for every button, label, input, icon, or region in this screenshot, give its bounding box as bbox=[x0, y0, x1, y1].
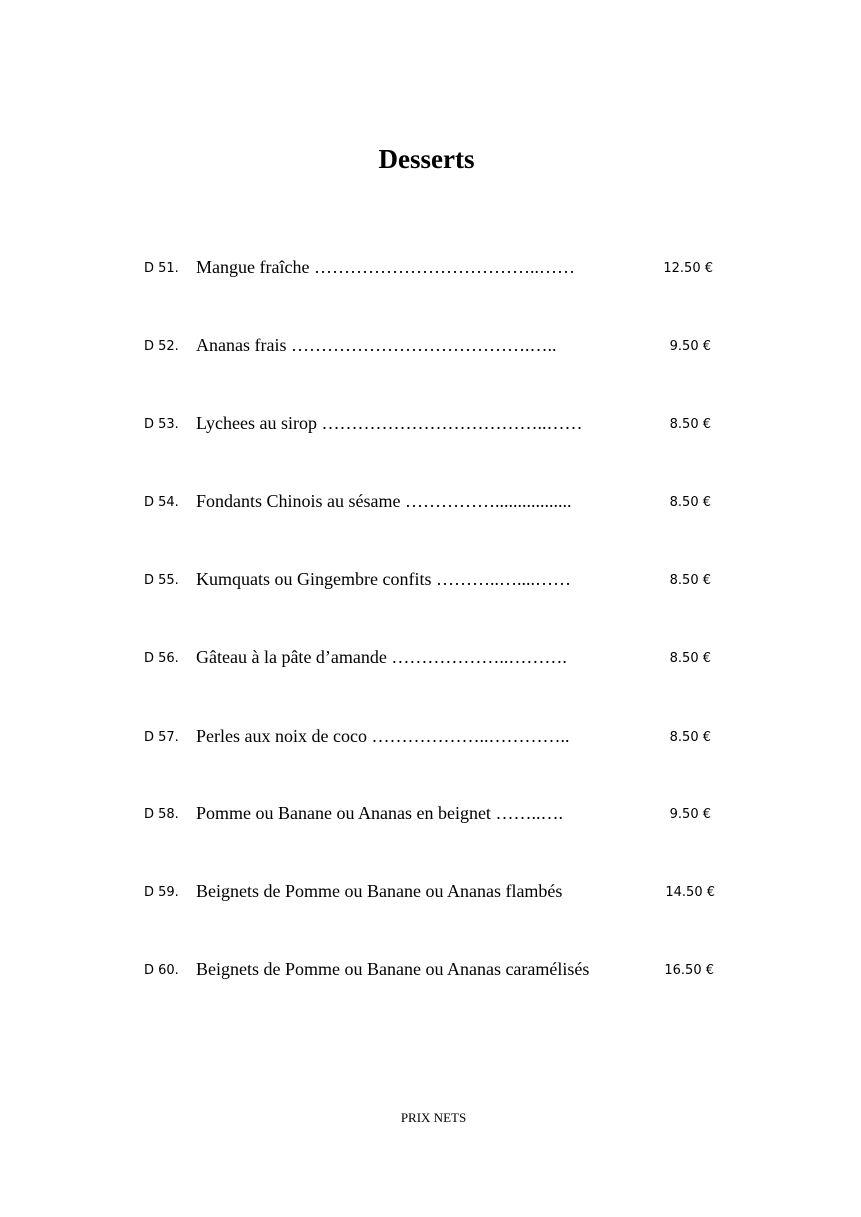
item-name: Ananas frais bbox=[196, 335, 287, 355]
item-code: D 57. bbox=[144, 730, 179, 745]
item-name: Beignets de Pomme ou Banane ou Ananas caramélisés bbox=[196, 959, 590, 979]
item-dot-leader: ………………..………….. bbox=[371, 726, 570, 746]
item-dot-leader: ………………..………. bbox=[391, 647, 567, 667]
item-price: 8.50 € bbox=[669, 573, 711, 588]
item-name: Mangue fraîche bbox=[196, 257, 310, 277]
item-code: D 59. bbox=[144, 885, 179, 900]
item-price: 8.50 € bbox=[669, 495, 711, 510]
menu-item bbox=[0, 410, 861, 440]
item-name: Gâteau à la pâte d’amande bbox=[196, 647, 387, 667]
item-price: 9.50 € bbox=[669, 339, 711, 354]
item-price: 16.50 € bbox=[664, 963, 714, 978]
menu-item bbox=[0, 723, 861, 753]
item-dot-leader: ……………................. bbox=[405, 491, 572, 511]
item-code: D 52. bbox=[144, 339, 179, 354]
menu-item bbox=[0, 800, 861, 830]
item-name: Pomme ou Banane ou Ananas en beignet bbox=[196, 803, 491, 823]
item-dot-leader: ………………………………….….. bbox=[290, 335, 557, 355]
menu-item bbox=[0, 488, 861, 518]
menu-item bbox=[0, 878, 861, 908]
item-name: Perles aux noix de coco bbox=[196, 726, 367, 746]
item-price: 8.50 € bbox=[669, 417, 711, 432]
item-price: 8.50 € bbox=[669, 730, 711, 745]
item-code: D 56. bbox=[144, 651, 179, 666]
item-name: Lychees au sirop bbox=[196, 413, 317, 433]
menu-item bbox=[0, 566, 861, 596]
menu-item bbox=[0, 956, 861, 986]
item-price: 9.50 € bbox=[669, 807, 711, 822]
item-price: 14.50 € bbox=[665, 885, 715, 900]
menu-item bbox=[0, 254, 861, 284]
item-dot-leader: ………..…....…… bbox=[435, 569, 571, 589]
item-code: D 53. bbox=[144, 417, 179, 432]
item-code: D 51. bbox=[144, 261, 179, 276]
item-name: Beignets de Pomme ou Banane ou Ananas flambés bbox=[196, 881, 563, 901]
menu-item bbox=[0, 332, 861, 362]
item-code: D 54. bbox=[144, 495, 179, 510]
menu-item bbox=[0, 644, 861, 674]
item-dot-leader: ……..…. bbox=[495, 803, 563, 823]
item-dot-leader: ………………………………..…… bbox=[313, 257, 575, 277]
item-price: 8.50 € bbox=[669, 651, 711, 666]
item-code: D 58. bbox=[144, 807, 179, 822]
item-code: D 55. bbox=[144, 573, 179, 588]
item-code: D 60. bbox=[144, 963, 179, 978]
item-name: Kumquats ou Gingembre confits bbox=[196, 569, 432, 589]
footer-note: PRIX NETS bbox=[400, 1110, 467, 1125]
item-dot-leader: ………………………………..…… bbox=[321, 413, 583, 433]
item-name: Fondants Chinois au sésame bbox=[196, 491, 401, 511]
item-price: 12.50 € bbox=[663, 261, 713, 276]
page-title: Desserts bbox=[378, 144, 475, 174]
